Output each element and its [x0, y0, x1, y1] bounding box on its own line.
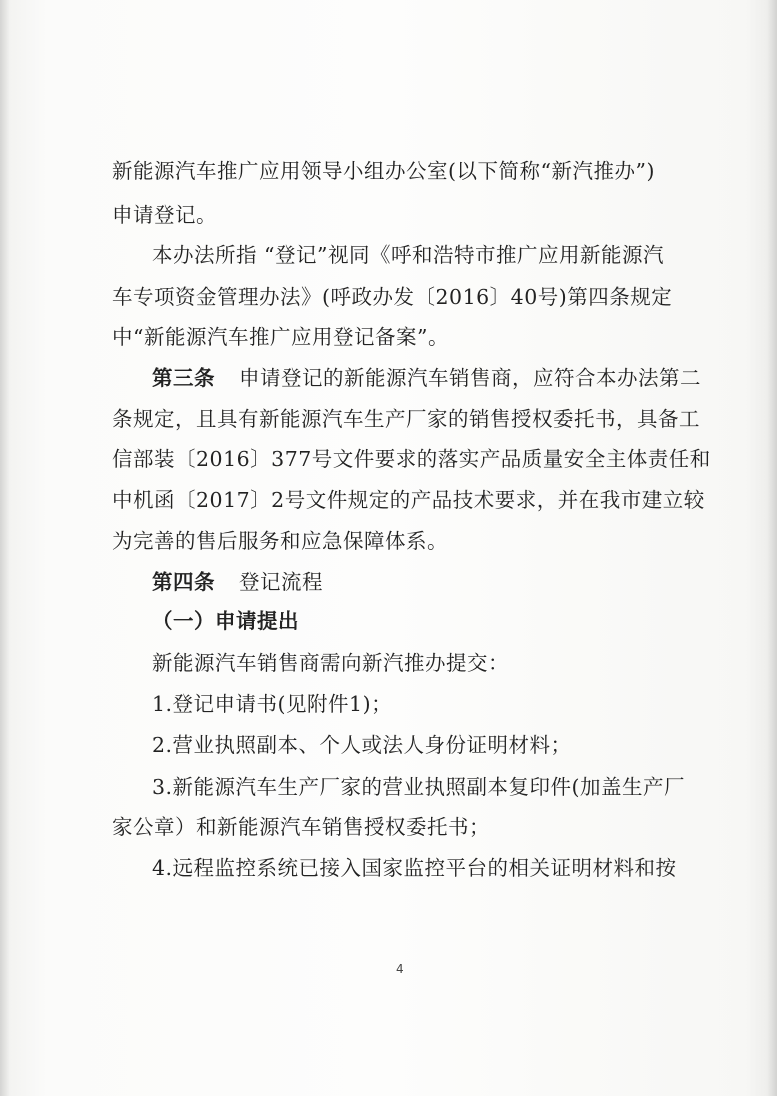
article-3-text: 申请登记的新能源汽车销售商，应符合本办法第二	[239, 366, 701, 390]
section-heading: （一）申请提出	[152, 609, 299, 633]
list-item-3-cont: 家公章）和新能源汽车销售授权委托书；	[112, 815, 490, 839]
scan-edge-left	[0, 0, 10, 1096]
body-line-13: 新能源汽车销售商需向新汽推办提交：	[152, 651, 509, 675]
article-3-line	[152, 364, 701, 392]
article-4-line	[152, 568, 323, 596]
article-4-text: 登记流程	[239, 570, 323, 594]
page-number: 4	[396, 962, 404, 976]
body-line-7: 条规定，且具有新能源汽车生产厂家的销售授权委托书，具备工	[112, 407, 700, 431]
list-item-3: 3.新能源汽车生产厂家的营业执照副本复印件(加盖生产厂	[152, 775, 686, 799]
list-item-1: 1.登记申请书(见附件1)；	[152, 692, 393, 716]
list-item-4: 4.远程监控系统已接入国家监控平台的相关证明材料和按	[152, 856, 677, 880]
body-line-10: 为完善的售后服务和应急保障体系。	[112, 529, 448, 553]
article-4-title: 第四条	[152, 570, 215, 594]
body-line-3: 本办法所指 “登记”视同《呼和浩特市推广应用新能源汽	[152, 243, 664, 267]
body-line-8: 信部装〔2016〕377号文件要求的落实产品质量安全主体责任和	[112, 447, 711, 471]
body-line-1: 新能源汽车推广应用领导小组办公室(以下简称“新汽推办”)	[112, 159, 655, 183]
body-line-9: 中机函〔2017〕2号文件规定的产品技术要求，并在我市建立较	[112, 488, 705, 512]
scan-edge-right	[767, 0, 777, 1096]
body-line-4: 车专项资金管理办法》(呼政办发〔2016〕40号)第四条规定	[112, 285, 673, 309]
list-item-2: 2.营业执照副本、个人或法人身份证明材料；	[152, 733, 572, 757]
article-3-title: 第三条	[152, 366, 215, 390]
body-line-5: 中“新能源汽车推广应用登记备案”。	[112, 325, 449, 349]
body-line-2: 申请登记。	[112, 203, 217, 227]
